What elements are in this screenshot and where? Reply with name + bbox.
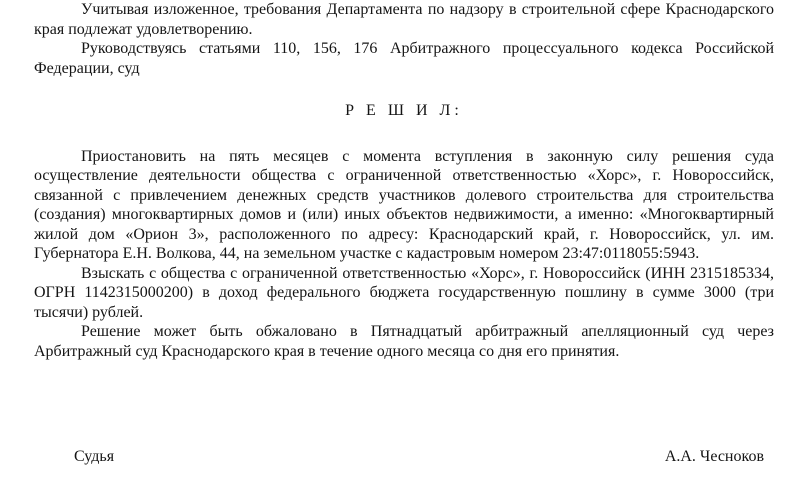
- document-body: [34, 0, 774, 361]
- paragraph-state-duty: Взыскать с общества с ограниченной ответственностью «Хорс», г. Новороссийск (ИНН 2315185334, ОГРН 1142315000200) в доход федерального бюджета государственную пошлину в сумме 3000 (три тысячи) рублей.: [34, 264, 774, 321]
- decision-heading: Р Е Ш И Л:: [345, 102, 463, 119]
- paragraph-legal-basis: Руководствуясь статьями 110, 156, 176 Арбитражного процессуального кодекса Российской Федерации, суд: [34, 40, 774, 77]
- signature-block: [74, 447, 764, 467]
- judge-name: А.А. Чесноков: [664, 448, 764, 465]
- paragraph-appeal: Решение может быть обжаловано в Пятнадцатый арбитражный апелляционный суд через Арбитражный суд Краснодарского края в течение одного месяца со дня его принятия.: [34, 323, 774, 360]
- paragraph-suspension: Приостановить на пять месяцев с момента вступления в законную силу решения суда осуществление деятельности общества с ограниченной ответственностью «Хорс», г. Новороссийск, связанной с привлечением денежных средств участников долевого строительства для строительства (создания) многоквартирных домов и (или) иных объектов недвижимости, а именно: «Многоквартирный жилой дом «Орион 3», расположенного по адресу: Краснодарский край, г. Новороссийск, ул. им. Губернатора Е.Н. Волкова, 44, на земельном участке с кадастровым номером 23:47:0118055:5943.: [34, 147, 774, 262]
- judge-title: Судья: [74, 448, 115, 465]
- paragraph-requirements: Учитывая изложенное, требования Департамента по надзору в строительной сфере Краснодарского края подлежат удовлетворению.: [34, 1, 774, 38]
